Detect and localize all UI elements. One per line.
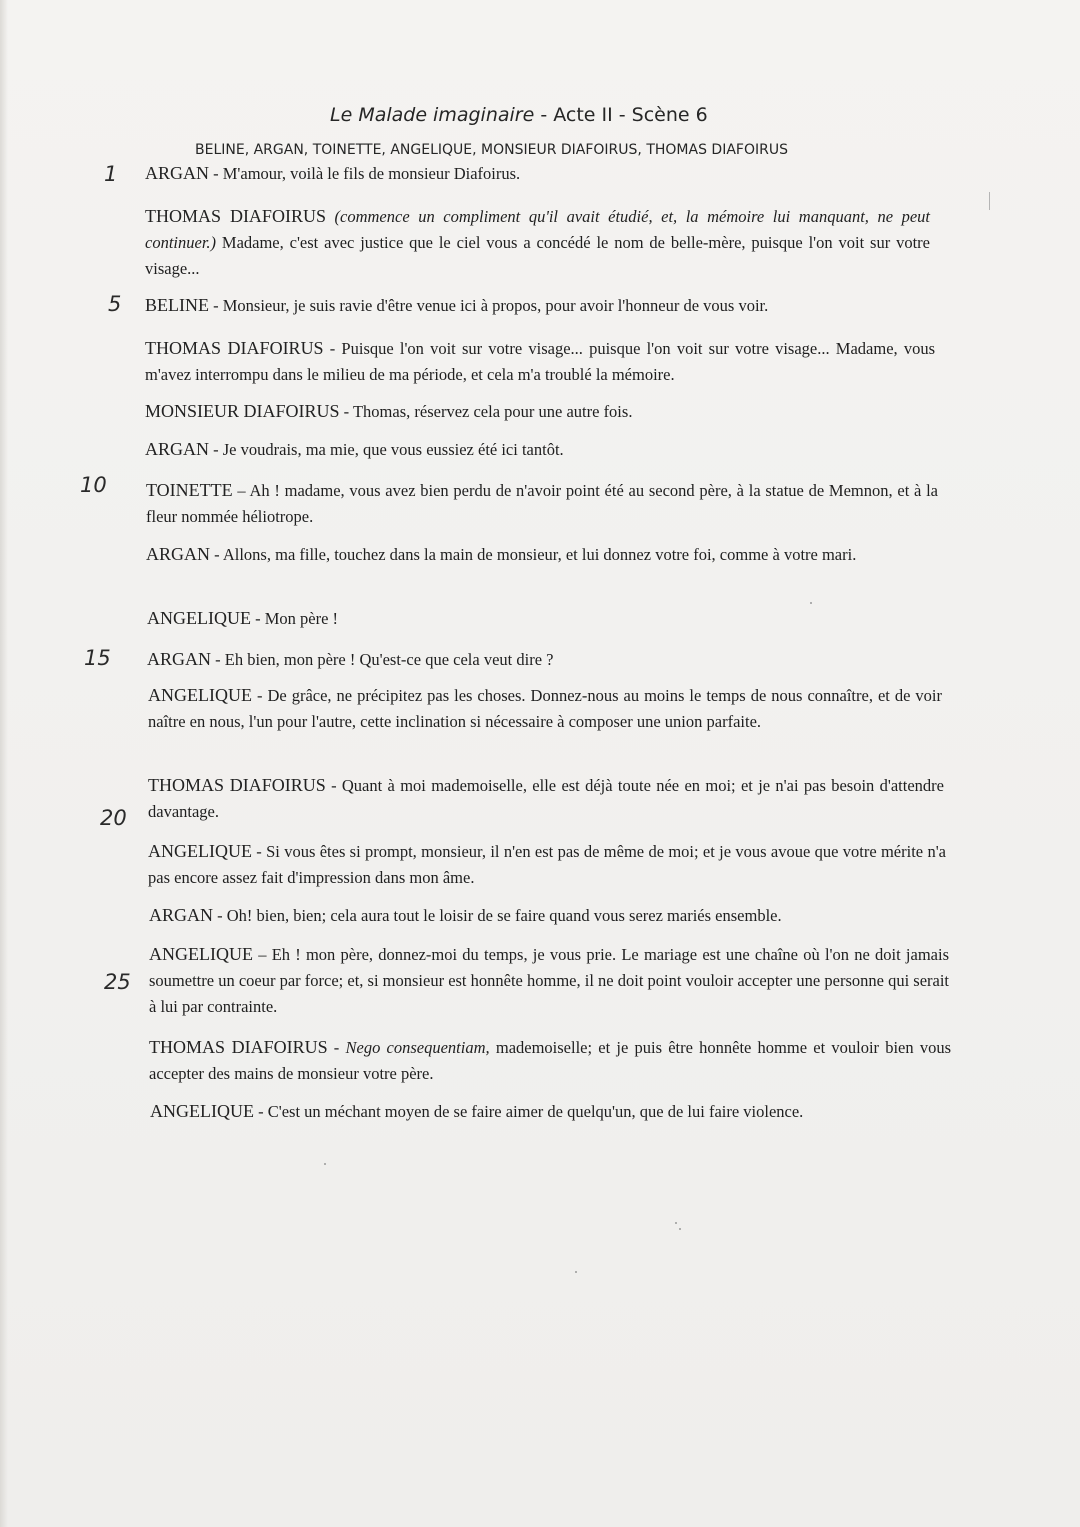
act-scene: - Acte II - Scène 6 — [534, 104, 708, 126]
dialogue-line — [145, 292, 945, 319]
scan-speck — [810, 602, 812, 604]
line-text: mademoiselle; et je puis être honnête homme et vouloir bien vous accepter des mains de monsieur votre père. — [149, 1038, 952, 1083]
line-text: - Si vous êtes si prompt, monsieur, il n'en est pas de même de moi; et je vous avoue que votre mérite n'a pas encore assez fait d'impression dans mon âme. — [148, 842, 946, 887]
dialogue-line — [145, 335, 935, 388]
margin-number-25: 25 — [104, 970, 131, 994]
speaker-name: MONSIEUR DIAFOIRUS — [145, 401, 340, 421]
speaker-name: ARGAN — [145, 439, 210, 459]
margin-number-15: 15 — [84, 646, 111, 670]
speaker-name: ARGAN — [149, 905, 214, 925]
margin-number-20: 20 — [100, 806, 127, 830]
dialogue-line — [150, 1098, 950, 1125]
dialogue-line — [149, 1034, 951, 1087]
page-title — [330, 104, 708, 126]
speaker-name: THOMAS DIAFOIRUS — [149, 1037, 328, 1057]
dialogue-line — [145, 398, 935, 425]
speaker-name: ARGAN — [146, 544, 211, 564]
dialogue-line — [149, 902, 947, 929]
stage-direction: (commence un compliment qu'il avait étudié, et, la mémoire lui manquant, ne peut continuer.) — [145, 207, 930, 252]
dialogue-line — [145, 160, 945, 187]
line-text: - Mon père ! — [250, 609, 339, 628]
line-text: – Eh ! mon père, donnez-moi du temps, je vous prie. Le mariage est une chaîne où l'on ne doit jamais soumettre un coeur par force; et, si monsieur est honnête homme, il ne doit point vouloir accepter une personne qui serait à lui par contrainte. — [149, 945, 950, 1016]
scan-speck — [324, 1163, 326, 1165]
line-text: - M'amour, voilà le fils de monsieur Diafoirus. — [209, 164, 521, 183]
character-list: BELINE, ARGAN, TOINETTE, ANGELIQUE, MONSIEUR DIAFOIRUS, THOMAS DIAFOIRUS — [195, 142, 788, 158]
dialogue-line — [147, 646, 937, 673]
margin-number-1: 1 — [104, 162, 118, 186]
line-text: Madame, c'est avec justice que le ciel vous a concédé le nom de belle-mère, puisque l'on voit sur votre visage... — [145, 233, 930, 278]
dialogue-line — [147, 605, 937, 632]
speaker-name: ANGELIQUE — [150, 1101, 254, 1121]
margin-number-10: 10 — [80, 473, 107, 497]
speaker-name: THOMAS DIAFOIRUS — [145, 206, 326, 226]
dialogue-line — [148, 682, 942, 735]
line-text: - Puisque l'on voit sur votre visage... puisque l'on voit sur votre visage... Madame, vous m'avez interrompu dans le milieu de ma période, et cela m'a troublé la mémoire. — [145, 339, 935, 384]
scan-mark — [989, 192, 990, 210]
scan-edge-shadow — [0, 0, 8, 1527]
line-text: - Eh bien, mon père ! Qu'est-ce que cela veut dire ? — [211, 650, 554, 669]
speaker-name: ANGELIQUE — [148, 685, 252, 705]
scan-speck — [575, 1271, 577, 1273]
dialogue-line — [146, 541, 938, 568]
latin-phrase: Nego consequentiam, — [345, 1038, 490, 1057]
speaker-name: ARGAN — [145, 163, 210, 183]
dialogue-line — [148, 772, 944, 825]
scan-speck — [679, 1228, 681, 1230]
speaker-name: BELINE — [145, 295, 209, 315]
line-text: - Quant à moi mademoiselle, elle est déjà toute née en moi; et je n'ai pas besoin d'attendre davantage. — [148, 776, 944, 821]
margin-number-5: 5 — [108, 292, 122, 316]
line-text: - Monsieur, je suis ravie d'être venue ici à propos, pour avoir l'honneur de vous voir. — [208, 296, 769, 315]
speaker-name: TOINETTE — [146, 480, 233, 500]
dialogue-line — [145, 436, 935, 463]
speaker-name: ANGELIQUE — [149, 944, 253, 964]
dialogue-line — [146, 477, 938, 530]
speaker-name: ARGAN — [147, 649, 212, 669]
line-text: - Oh! bien, bien; cela aura tout le loisir de se faire quand vous serez mariés ensemble. — [213, 906, 782, 925]
play-title: Le Malade imaginaire — [330, 104, 535, 126]
line-text: - C'est un méchant moyen de se faire aimer de quelqu'un, que de lui faire violence. — [253, 1102, 804, 1121]
speaker-name: ANGELIQUE — [148, 841, 252, 861]
line-text: - Allons, ma fille, touchez dans la main de monsieur, et lui donnez votre foi, comme à votre mari. — [210, 545, 857, 564]
line-text: - Je voudrais, ma mie, que vous eussiez été ici tantôt. — [209, 440, 564, 459]
speaker-name: THOMAS DIAFOIRUS — [148, 775, 326, 795]
speaker-name: ANGELIQUE — [147, 608, 251, 628]
line-dash: - — [327, 1038, 346, 1057]
line-text: - De grâce, ne précipitez pas les choses. Donnez-nous au moins le temps de nous connaître, et de voir naître en nous, l'un pour l'autre, cette inclination si nécessaire à composer une union parfaite. — [148, 686, 942, 731]
line-text: - Thomas, réservez cela pour une autre fois. — [339, 402, 633, 421]
dialogue-line — [149, 941, 949, 1020]
dialogue-line — [145, 203, 930, 282]
speaker-name: THOMAS DIAFOIRUS — [145, 338, 324, 358]
dialogue-line — [148, 838, 946, 891]
line-text: – Ah ! madame, vous avez bien perdu de n'avoir point été au second père, à la statue de Memnon, et à la fleur nommée héliotrope. — [146, 481, 938, 526]
scan-speck — [675, 1222, 677, 1224]
